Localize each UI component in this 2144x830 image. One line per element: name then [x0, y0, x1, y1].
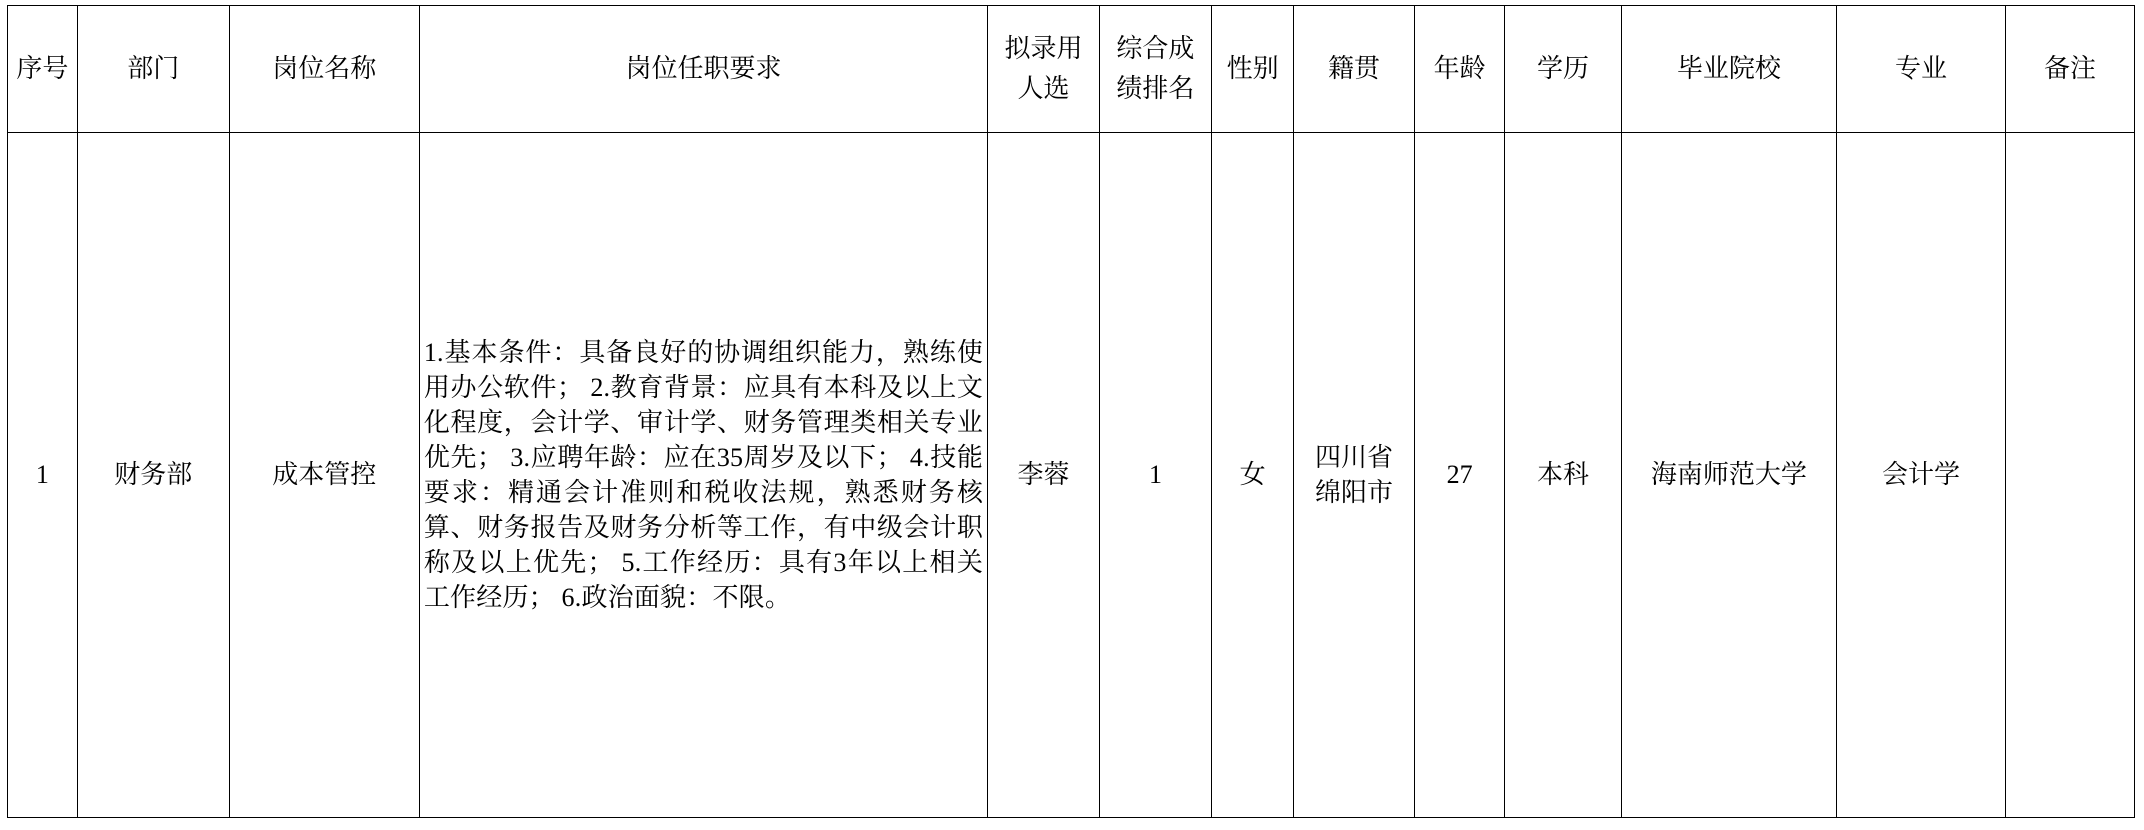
cell-dept: 财务部 [77, 133, 229, 818]
cell-hometown [1294, 133, 1414, 818]
cell-education: 本科 [1505, 133, 1621, 818]
header-cell-index: 序号 [8, 6, 78, 133]
table-header-row [8, 6, 2135, 133]
cell-major: 会计学 [1837, 133, 2006, 818]
requirement-text: 1.基本条件：具备良好的协调组织能力，熟练使用办公软件； 2.教育背景：应具有本科及以上文化程度，会计学、审计学、财务管理类相关专业优先； 3.应聘年龄：应在35周岁及以下； 4.技能要求：精通会计准则和税收法规，熟悉财务核算、财务报告及财务分析等工作，有中级会计职称及以上优先； 5.工作经历：具有3年以上相关工作经历； 6.政治面貌：不限。 [423, 337, 984, 613]
cell-remark [2006, 133, 2135, 818]
cell-hometown-line1: 四川省 [1314, 442, 1393, 472]
cell-gender: 女 [1211, 133, 1293, 818]
header-cell-rank [1099, 6, 1211, 133]
cell-post: 成本管控 [229, 133, 419, 818]
cell-candidate: 李蓉 [988, 133, 1100, 818]
header-cell-gender: 性别 [1211, 6, 1293, 133]
header-cell-rank-line2: 绩排名 [1116, 74, 1195, 103]
header-cell-post: 岗位名称 [229, 6, 419, 133]
table-row [8, 133, 2135, 818]
cell-hometown-line2: 绵阳市 [1314, 478, 1393, 507]
cell-age: 27 [1414, 133, 1505, 818]
header-cell-requirement: 岗位任职要求 [419, 6, 987, 133]
cell-index: 1 [8, 133, 78, 818]
cell-school: 海南师范大学 [1621, 133, 1836, 818]
header-cell-dept: 部门 [77, 6, 229, 133]
cell-requirement [419, 133, 987, 818]
header-cell-age: 年龄 [1414, 6, 1505, 133]
header-cell-candidate-line2: 人选 [1017, 74, 1070, 103]
header-cell-major: 专业 [1837, 6, 2006, 133]
header-cell-rank-line1: 综合成 [1116, 33, 1195, 63]
cell-rank: 1 [1099, 133, 1211, 818]
document-page [0, 5, 2144, 830]
header-cell-hometown: 籍贯 [1294, 6, 1414, 133]
header-cell-education: 学历 [1505, 6, 1621, 133]
recruitment-table [7, 5, 2135, 818]
header-cell-candidate-line1: 拟录用 [1004, 33, 1083, 63]
header-cell-candidate [988, 6, 1100, 133]
header-cell-remark: 备注 [2006, 6, 2135, 133]
header-cell-school: 毕业院校 [1621, 6, 1836, 133]
